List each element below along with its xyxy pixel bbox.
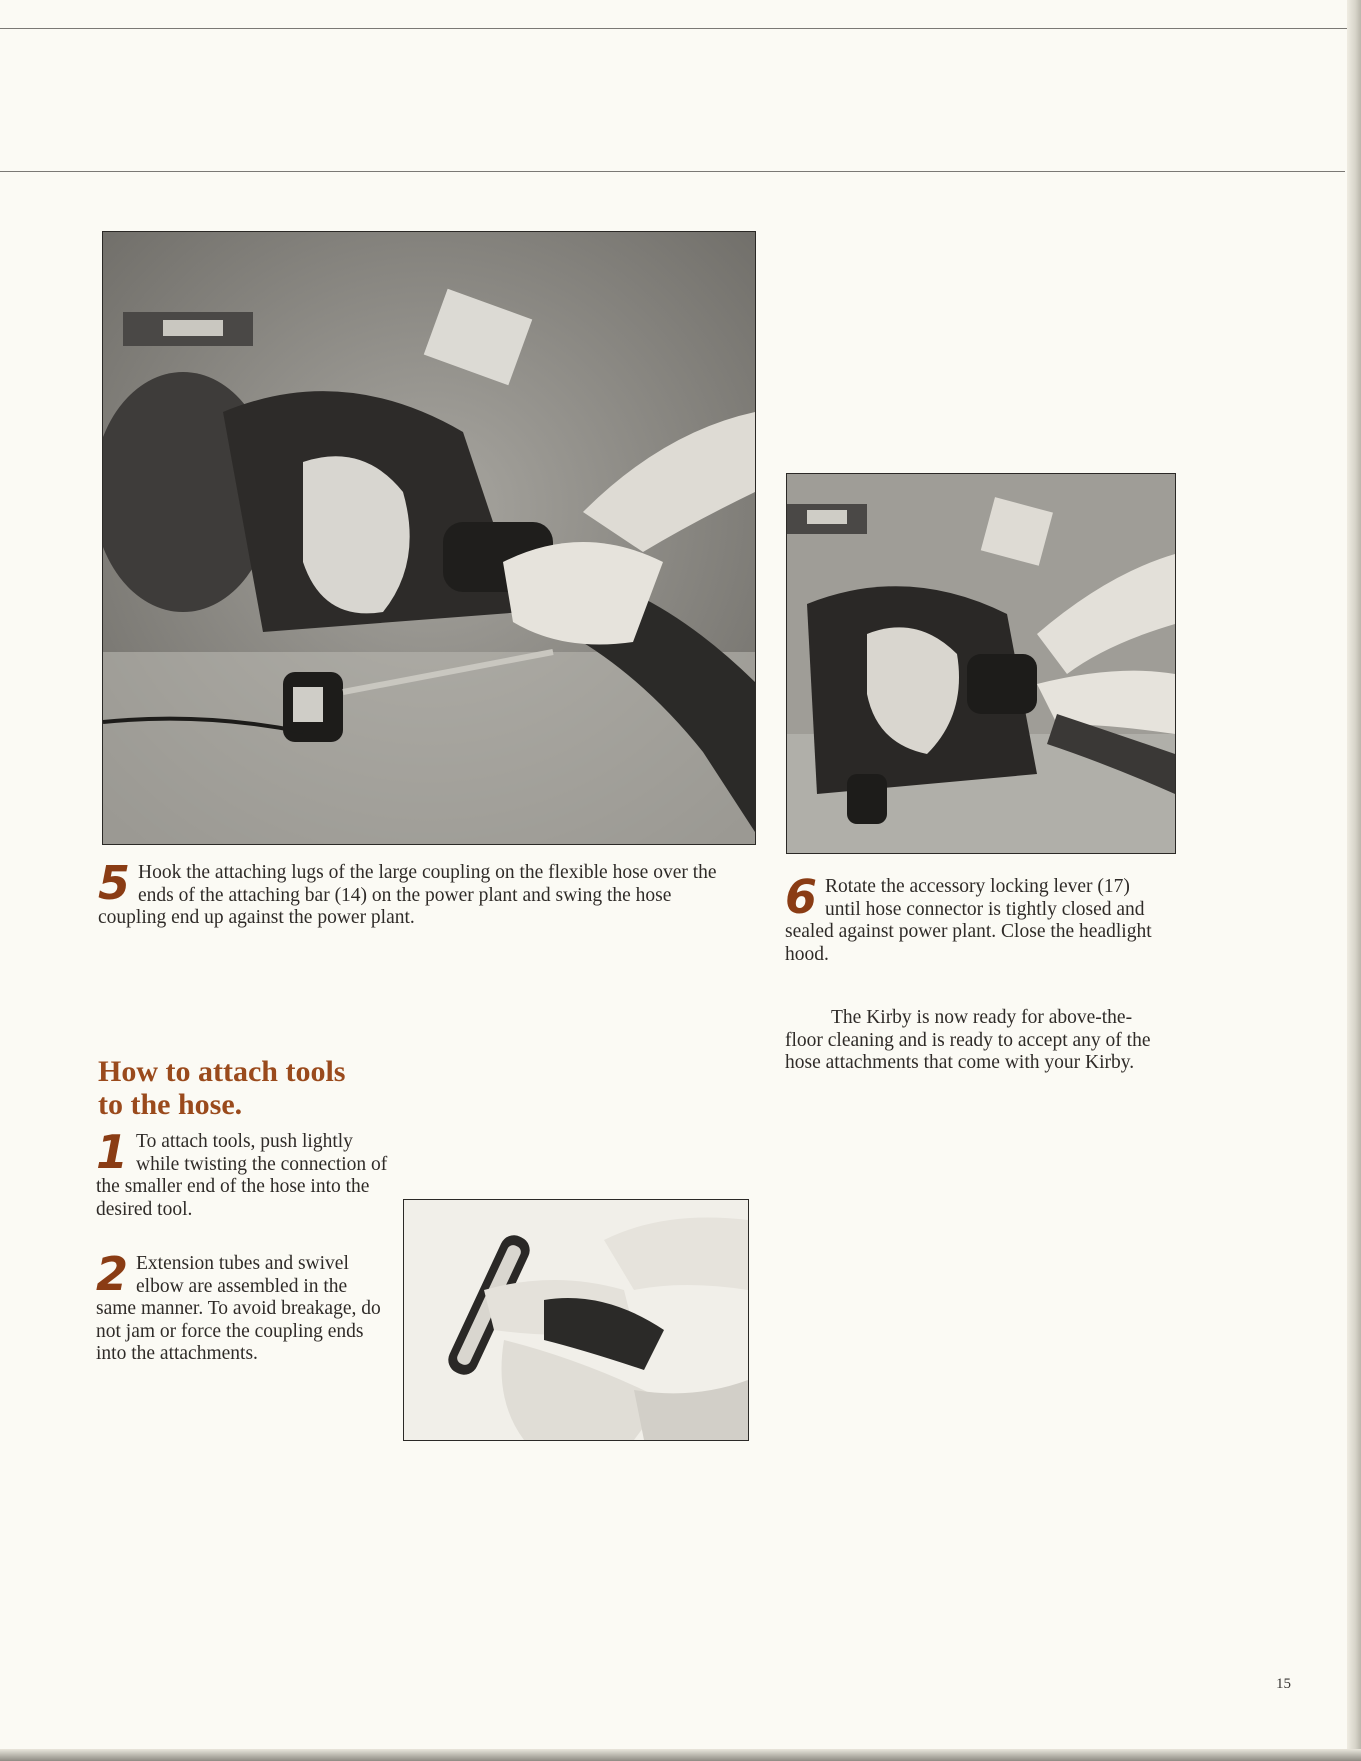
tool-step-2-text: Extension tubes and swivel elbow are assembled in the same manner. To avoid breakage, do not jam or force the coupling ends into the attachments. bbox=[96, 1253, 381, 1364]
top-rule bbox=[0, 28, 1361, 29]
tool-step-1-paragraph bbox=[96, 1125, 388, 1221]
photo-locking-lever bbox=[786, 473, 1176, 854]
step-5-paragraph bbox=[98, 856, 738, 930]
step-6-followup-paragraph bbox=[785, 1007, 1155, 1075]
step-6-paragraph bbox=[785, 870, 1155, 966]
step-5-number: 5 bbox=[98, 856, 131, 910]
photo-tool-attachment bbox=[403, 1199, 749, 1441]
header-rule bbox=[0, 171, 1345, 172]
section-heading bbox=[98, 1055, 345, 1121]
photo-hose-coupling bbox=[102, 231, 756, 845]
step-5-text: Hook the attaching lugs of the large coupling on the flexible hose over the ends of the attaching bar (14) on the power plant and swing the hose coupling end up against the power plant. bbox=[98, 862, 717, 928]
tool-step-2-number: 2 bbox=[96, 1247, 129, 1301]
step-6-text: Rotate the accessory locking lever (17) until hose connector is tightly closed and sealed against power plant. Close the headlight hood. bbox=[785, 876, 1152, 965]
tool-step-1-number: 1 bbox=[96, 1125, 129, 1179]
page-edge-shadow bbox=[1347, 0, 1361, 1761]
tool-step-1-text: To attach tools, push lightly while twisting the connection of the smaller end of the hose into the desired tool. bbox=[96, 1131, 388, 1220]
tool-step-2-paragraph bbox=[96, 1247, 388, 1366]
page-bottom-edge bbox=[0, 1749, 1361, 1761]
heading-line-2: to the hose. bbox=[98, 1088, 243, 1121]
kirby-ready-text: The Kirby is now ready for above-the-floor cleaning and is ready to accept any of the hose attachments that come with your Kirby. bbox=[785, 1007, 1151, 1073]
page-number: 15 bbox=[1276, 1676, 1291, 1692]
heading-line-1: How to attach tools bbox=[98, 1055, 346, 1088]
step-6-number: 6 bbox=[785, 870, 818, 924]
